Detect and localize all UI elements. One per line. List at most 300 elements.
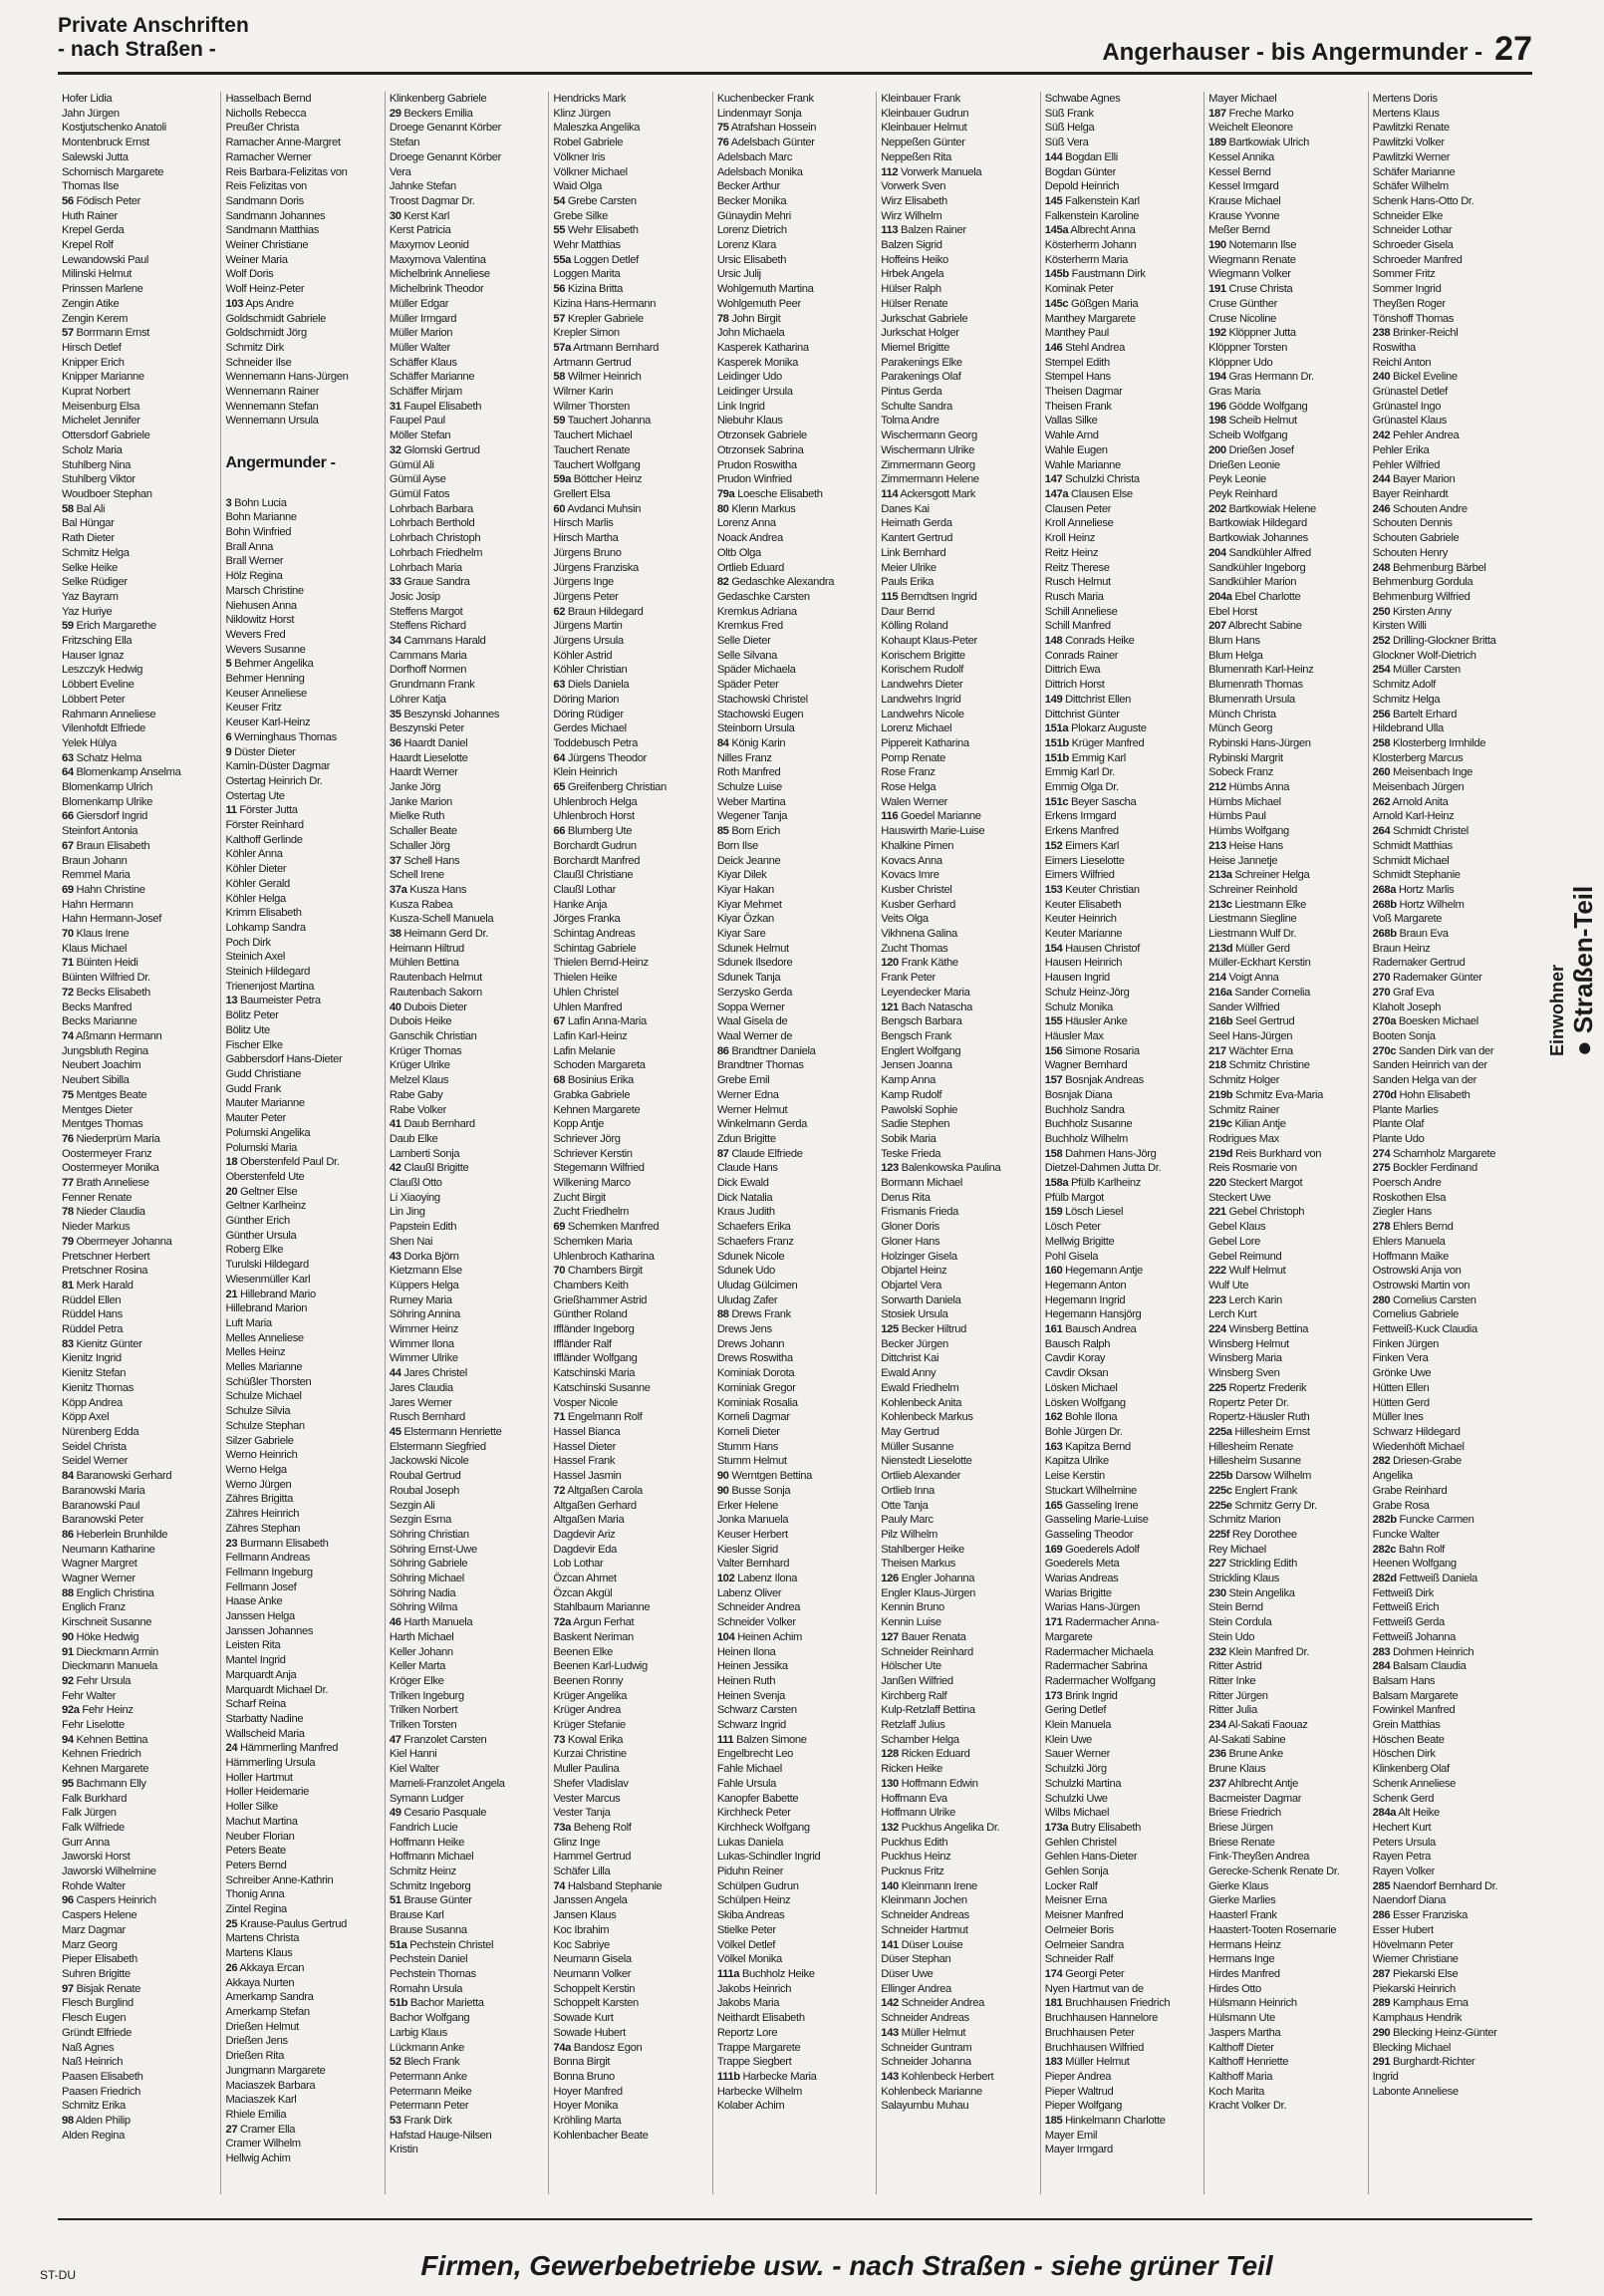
directory-entry: 225 Ropertz Frederik [1208, 1381, 1307, 1394]
directory-entry: Trappe Margarete [716, 2041, 801, 2054]
directory-entry: Puckhus Edith [881, 1836, 948, 1849]
directory-entry: Altgaßen Maria [553, 1514, 625, 1527]
directory-entry: Rybinski Margrit [1208, 751, 1283, 764]
directory-entry: Fellmann Josef [225, 1580, 297, 1593]
house-number: 173 [1044, 1689, 1063, 1702]
house-number: 264 [1372, 825, 1391, 838]
house-number: 66 [62, 810, 74, 823]
directory-entry: Gering Detlef [1044, 1704, 1107, 1717]
directory-entry: 126 Engler Johanna [881, 1573, 975, 1585]
directory-entry: Heimann Hiltrud [389, 942, 464, 955]
directory-entry: Soppa Werner [716, 1001, 785, 1013]
house-number: 67 [62, 839, 74, 852]
house-number: 86 [716, 1044, 729, 1057]
directory-entry: Mameli-Franzolet Angela [389, 1777, 505, 1790]
directory-entry: 128 Ricken Eduard [881, 1748, 970, 1761]
directory-entry: Leszczyk Hedwig [62, 664, 143, 677]
house-number: 83 [62, 1337, 74, 1350]
directory-entry: Oelmeier Boris [1044, 1923, 1114, 1936]
directory-entry: Neumann Volker [553, 1968, 632, 1980]
directory-entry: Heinen Ruth [716, 1674, 776, 1687]
directory-entry: Neumann Gisela [553, 1953, 632, 1966]
directory-entry: Rumey Maria [389, 1293, 452, 1306]
directory-entry: 13 Baumeister Petra [225, 995, 321, 1007]
directory-entry: Schneider Johanna [881, 2056, 971, 2069]
directory-entry: 96 Caspers Heinrich [62, 1894, 156, 1907]
directory-entry: Hoffmann Heike [389, 1836, 465, 1849]
directory-entry: Strickling Klaus [1208, 1573, 1280, 1585]
house-number: 36 [389, 736, 401, 749]
directory-entry: Lückmann Anke [389, 2041, 464, 2054]
directory-entry: Mentges Dieter [62, 1103, 133, 1116]
directory-entry: 132 Puckhus Angelika Dr. [881, 1821, 1000, 1834]
house-number: 254 [1372, 664, 1391, 677]
house-number: 47 [389, 1733, 401, 1746]
directory-entry: 37a Kusza Hans [389, 883, 467, 896]
directory-entry: Kessel Annika [1208, 150, 1274, 163]
directory-entry: Glockner Wolf-Dietrich [1372, 649, 1476, 662]
directory-entry: Köpp Axel [62, 1411, 110, 1424]
house-number: 125 [881, 1323, 899, 1336]
directory-entry: Schwarz Ingrid [716, 1719, 786, 1732]
directory-entry: 270c Sanden Dirk van der [1372, 1044, 1494, 1057]
directory-entry: Selle Dieter [716, 635, 771, 648]
directory-entry: Klöppner Udo [1208, 356, 1273, 369]
directory-entry: Dittrich Horst [1044, 679, 1105, 692]
directory-entry: Sobeck Franz [1208, 766, 1273, 779]
directory-entry: Grebe Silke [553, 209, 608, 222]
house-number: 157 [1044, 1074, 1063, 1087]
directory-entry: Yaz Huriye [62, 605, 113, 618]
directory-entry: Schemken Maria [553, 1235, 633, 1248]
directory-entry: 64 Jürgens Theodor [553, 751, 647, 764]
house-number: 160 [1044, 1265, 1063, 1278]
directory-entry: Schaefers Erika [716, 1221, 791, 1234]
directory-entry: 223 Lerch Karin [1208, 1293, 1282, 1306]
directory-entry: Gloner Hans [881, 1235, 940, 1248]
directory-entry: Hahn Hermann [62, 898, 134, 911]
directory-entry: Mertens Doris [1372, 93, 1438, 105]
directory-entry [225, 429, 380, 443]
directory-entry: Dick Ewald [716, 1177, 769, 1190]
directory-entry: Holler Silke [225, 1801, 278, 1814]
directory-entry: Winkelmann Gerda [716, 1118, 807, 1131]
house-number: 225 [1208, 1381, 1226, 1394]
directory-entry: 225a Hillesheim Ernst [1208, 1425, 1310, 1438]
directory-entry: Jansen Klaus [553, 1909, 617, 1922]
directory-entry: 23 Burmann Elisabeth [225, 1537, 329, 1550]
directory-entry: Eimers Wilfried [1044, 869, 1115, 882]
house-number: 270a [1372, 1015, 1397, 1028]
directory-entry: Hassel Dieter [553, 1440, 616, 1453]
directory-entry: Michelet Jennifer [62, 415, 140, 428]
house-number: 183 [1044, 2056, 1063, 2069]
directory-entry: Cruse Nicoline [1208, 312, 1277, 325]
directory-entry: Kienitz Thomas [62, 1381, 134, 1394]
directory-entry: Hahn Hermann-Josef [62, 913, 162, 926]
directory-entry: Sobik Maria [881, 1132, 936, 1145]
directory-entry: 156 Simone Rosaria [1044, 1044, 1140, 1057]
directory-entry: Ostrowski Anja von [1372, 1265, 1462, 1278]
directory-entry: 73a Beheng Rolf [553, 1821, 632, 1834]
directory-entry: Peters Ursula [1372, 1836, 1436, 1849]
directory-entry: Özcan Akgül [553, 1586, 613, 1599]
directory-entry: Schulte Sandra [881, 400, 952, 413]
directory-entry: Amerkamp Sandra [225, 1991, 314, 2004]
directory-entry: Roberg Elke [225, 1244, 284, 1257]
directory-entry: Fandrich Lucie [389, 1821, 458, 1834]
directory-entry: 92a Fehr Heinz [62, 1704, 134, 1717]
directory-entry: Düser Uwe [881, 1968, 934, 1980]
directory-entry: 98 Alden Philip [62, 2115, 131, 2128]
directory-entry: Kalthoff Maria [1208, 2070, 1273, 2083]
directory-entry: Völkner Michael [553, 165, 628, 178]
directory-entry: Hauswirth Marie-Luise [881, 825, 985, 838]
directory-entry: Schaller Beate [389, 825, 457, 838]
house-number: 102 [716, 1573, 735, 1585]
directory-entry: Zucht Thomas [881, 942, 948, 955]
directory-entry: Piekarski Heinrich [1372, 1982, 1456, 1995]
house-number: 278 [1372, 1221, 1391, 1234]
directory-entry: Rüddel Ellen [62, 1293, 122, 1306]
house-number: 149 [1044, 693, 1063, 706]
directory-entry: Kietzmann Else [389, 1265, 462, 1278]
directory-entry: Wiesenmüller Karl [225, 1273, 311, 1286]
directory-entry: Lerch Kurt [1208, 1308, 1257, 1321]
directory-entry: Akkaya Nurten [225, 1976, 295, 1989]
directory-entry: Arnold Karl-Heinz [1372, 810, 1455, 823]
house-number: 238 [1372, 327, 1391, 340]
directory-entry: Döring Marion [553, 693, 620, 706]
directory-entry: Meier Ulrike [881, 561, 936, 574]
directory-entry: Dorfhoff Normen [389, 664, 467, 677]
directory-entry: Petermann Meike [389, 2085, 472, 2098]
directory-entry: Klaus Michael [62, 942, 128, 955]
directory-entry: Liestmann Wulf Dr. [1208, 928, 1297, 941]
directory-entry: Klinkenberg Gabriele [389, 93, 487, 105]
directory-entry: Köhler Anna [225, 848, 283, 861]
directory-entry: 144 Bogdan Elli [1044, 150, 1118, 163]
directory-entry: Pauly Marc [881, 1514, 934, 1527]
house-number: 88 [716, 1308, 729, 1321]
directory-entry: Rahmann Anneliese [62, 708, 156, 720]
house-number: 155 [1044, 1015, 1063, 1028]
directory-entry: Teske Frieda [881, 1147, 941, 1160]
directory-entry: 149 Dittchrist Ellen [1044, 693, 1131, 706]
directory-entry: Theisen Markus [881, 1558, 955, 1571]
house-number: 268b [1372, 898, 1397, 911]
directory-entry: Drießen Rita [225, 2050, 285, 2063]
directory-entry: Link Ingrid [716, 400, 765, 413]
directory-entry: Wischermann Ulrike [881, 443, 975, 456]
house-number: 64 [62, 766, 74, 779]
directory-entry: 236 Brune Anke [1208, 1748, 1283, 1761]
directory-entry: Booten Sonja [1372, 1030, 1436, 1042]
directory-entry: 171 Radermacher Anna- [1044, 1616, 1160, 1629]
directory-entry: Krepel Rolf [62, 239, 114, 252]
directory-entry: Schoppelt Karsten [553, 1997, 639, 2010]
directory-entry: Schäfer Marianne [1372, 165, 1456, 178]
directory-entry: Pfülb Margot [1044, 1191, 1104, 1204]
directory-entry: 11 Förster Jutta [225, 804, 298, 817]
directory-entry: Ziegler Hans [1372, 1206, 1432, 1219]
directory-entry: Kösterherm Maria [1044, 253, 1129, 266]
directory-entry: Mellwig Brigitte [1044, 1235, 1115, 1248]
directory-entry: 274 Scharnholz Margarete [1372, 1147, 1496, 1160]
directory-entry: Paasen Elisabeth [62, 2070, 143, 2083]
directory-entry: Pieper Waltrud [1044, 2085, 1114, 2098]
directory-entry: Köhler Christian [553, 664, 628, 677]
directory-entry: Reis Barbara-Felizitas von [225, 165, 348, 178]
directory-entry: Dick Natalia [716, 1191, 773, 1204]
directory-entry: 86 Brandtner Daniela [716, 1044, 816, 1057]
directory-entry: Parakenings Elke [881, 356, 962, 369]
directory-entry: Schreiner Reinhold [1208, 883, 1298, 896]
directory-entry: Weber Martina [716, 795, 786, 808]
directory-entry: Schmidt Matthias [1372, 839, 1453, 852]
house-number: 181 [1044, 1997, 1063, 2010]
directory-entry: Grießhammer Astrid [553, 1293, 648, 1306]
directory-entry: Keuter Heinrich [1044, 913, 1117, 926]
directory-entry: Artmann Gertrud [553, 356, 632, 369]
directory-entry: Hülser Renate [881, 297, 948, 310]
directory-entry: Kohlenbeck Anita [881, 1396, 962, 1409]
directory-entry: Sandmann Matthias [225, 224, 320, 237]
directory-entry: Ramacher Anne-Margret [225, 137, 341, 149]
directory-entry: Brall Anna [225, 540, 273, 553]
directory-entry: Behmenburg Wilfried [1372, 590, 1470, 603]
house-number: 80 [716, 502, 729, 515]
directory-entry: Gümül Fatos [389, 487, 450, 500]
directory-entry: Düser Stephan [881, 1953, 951, 1966]
directory-entry: 213a Schreiner Helga [1208, 869, 1310, 882]
directory-entry: Lohrbach Barbara [389, 502, 473, 515]
house-number: 75 [62, 1088, 74, 1101]
directory-entry: Krüger Thomas [389, 1044, 462, 1057]
directory-entry: 130 Hoffmann Edwin [881, 1777, 978, 1790]
house-number: 192 [1208, 327, 1226, 340]
directory-entry: 72a Argun Ferhat [553, 1616, 635, 1629]
directory-entry: 214 Voigt Anna [1208, 972, 1279, 985]
house-number: 225f [1208, 1528, 1230, 1541]
directory-entry: Seidel Werner [62, 1455, 129, 1468]
directory-entry: 90 Höke Hedwig [62, 1630, 139, 1643]
directory-entry: Suhren Brigitte [62, 1968, 131, 1980]
directory-entry: Kiel Hanni [389, 1748, 437, 1761]
house-number: 223 [1208, 1293, 1226, 1306]
directory-entry: Selke Rüdiger [62, 576, 128, 589]
directory-entry: Kalthoff Henriette [1208, 2056, 1289, 2069]
directory-entry: Buchholz Sandra [1044, 1103, 1125, 1116]
directory-entry: Jürgens Martin [553, 620, 623, 633]
directory-entry: 268a Hortz Marlis [1372, 883, 1455, 896]
directory-entry: Rusch Maria [1044, 590, 1104, 603]
directory-entry: Schmitz Helga [62, 546, 130, 559]
directory-entry: Wulf Ute [1208, 1279, 1249, 1292]
directory-entry: Vallas Silke [1044, 415, 1098, 428]
directory-entry: Ricken Heike [881, 1763, 942, 1776]
directory-entry: Späder Michaela [716, 664, 796, 677]
directory-entry: Wohlgemuth Martina [716, 283, 814, 296]
directory-entry: Gerdes Michael [553, 722, 627, 735]
directory-entry: 85 Born Erich [716, 825, 781, 838]
house-number: 283 [1372, 1645, 1391, 1658]
directory-entry: Niebuhr Klaus [716, 415, 783, 428]
directory-entry: 222 Wulf Helmut [1208, 1265, 1286, 1278]
directory-entry: Sandmann Johannes [225, 209, 326, 222]
directory-entry: 262 Arnold Anita [1372, 795, 1449, 808]
house-number: 13 [225, 995, 238, 1007]
directory-entry: Kessel Irmgard [1208, 180, 1279, 193]
directory-entry: Waal Werner de [716, 1030, 793, 1042]
directory-entry: 145c Gößgen Maria [1044, 297, 1139, 310]
directory-entry: Marquardt Anja [225, 1668, 297, 1681]
side-tab-line2: ● Straßen-Teil [1568, 885, 1598, 1056]
directory-entry: Josic Josip [389, 590, 440, 603]
directory-entry: Iffländer Ralf [553, 1337, 612, 1350]
directory-entry: Hülsmann Heinrich [1208, 1997, 1297, 2010]
directory-entry: Schoppelt Kerstin [553, 1982, 636, 1995]
directory-entry: Li Xiaoying [389, 1191, 440, 1204]
directory-entry: Schintag Andreas [553, 928, 636, 941]
directory-entry: Zucht Friedhelm [553, 1206, 629, 1219]
directory-entry: Uhlen Manfred [553, 1001, 623, 1013]
directory-entry: Baskent Neriman [553, 1630, 634, 1643]
directory-entry: 32 Glomski Gertrud [389, 443, 480, 456]
directory-entry: 237 Ahlbrecht Antje [1208, 1777, 1298, 1790]
directory-entry: Bohn Winfried [225, 525, 292, 538]
directory-entry: Prudon Roswitha [716, 458, 797, 471]
house-number: 37 [389, 854, 401, 867]
directory-entry: Wennemann Hans-Jürgen [225, 371, 349, 384]
directory-entry: Hülser Ralph [881, 283, 941, 296]
directory-entry: 283 Dohmen Heinrich [1372, 1645, 1474, 1658]
directory-entry: 74 Aßmann Hermann [62, 1030, 162, 1042]
directory-entry: Wiegmann Renate [1208, 253, 1296, 266]
directory-entry: Lorenz Michael [881, 722, 952, 735]
directory-entry: Kehnen Friedrich [62, 1748, 141, 1761]
directory-entry: Trienenjost Martina [225, 980, 315, 993]
directory-entry: Blum Helga [1208, 649, 1263, 662]
directory-entry: Sadie Stephen [881, 1118, 950, 1131]
directory-entry: 116 Goedel Marianne [881, 810, 981, 823]
directory-entry: Bölitz Peter [225, 1009, 279, 1022]
directory-entry: Köhler Dieter [225, 863, 287, 876]
directory-entry: Lorenz Dietrich [716, 224, 787, 237]
directory-entry: Dieckmann Manuela [62, 1660, 158, 1673]
directory-entry: Stempel Hans [1044, 371, 1111, 384]
directory-entry: Vester Tanja [553, 1807, 611, 1820]
house-number: 169 [1044, 1543, 1063, 1556]
house-number: 49 [389, 1807, 401, 1820]
directory-entry: Kienitz Ingrid [62, 1352, 122, 1365]
directory-entry: Schäfer Wilhelm [1372, 180, 1449, 193]
directory-entry: 217 Wächter Erna [1208, 1044, 1293, 1057]
directory-entry: Tauchert Wolfgang [553, 458, 641, 471]
directory-entry: Buchholz Wilhelm [1044, 1132, 1129, 1145]
directory-entry: Woudboer Stephan [62, 487, 152, 500]
directory-entry: Wiegmann Volker [1208, 268, 1291, 281]
directory-entry: Günther Erich [225, 1215, 290, 1228]
house-number: 219b [1208, 1088, 1233, 1101]
house-number: 86 [62, 1528, 74, 1541]
house-number: 95 [62, 1777, 74, 1790]
house-number: 284a [1372, 1807, 1397, 1820]
directory-entry: 95 Bachmann Elly [62, 1777, 146, 1790]
directory-entry: Schneider Reinhard [881, 1645, 973, 1658]
directory-entry: 104 Heinen Achim [716, 1630, 803, 1643]
directory-entry: Kamin-Düster Dagmar [225, 760, 331, 773]
directory-entry: Wilkening Marco [553, 1177, 631, 1190]
directory-entry: Cavdir Oksan [1044, 1367, 1109, 1380]
directory-entry: Altgaßen Gerhard [553, 1499, 637, 1512]
house-number: 51a [389, 1938, 407, 1951]
directory-entry: 173a Butry Elisabeth [1044, 1821, 1141, 1834]
directory-entry: Plante Olaf [1372, 1118, 1425, 1131]
directory-entry: Naß Agnes [62, 2041, 115, 2054]
directory-entry: Kolaber Achim [716, 2100, 785, 2113]
directory-entry: 282c Bahn Rolf [1372, 1543, 1445, 1556]
directory-entry: Hausen Ingrid [1044, 972, 1110, 985]
directory-entry: 120 Frank Käthe [881, 957, 958, 970]
house-number: 90 [716, 1470, 729, 1483]
directory-entry: Stein Cordula [1208, 1616, 1272, 1629]
directory-entry: Blomenkamp Ulrich [62, 781, 153, 794]
directory-entry: Zimmermann Helene [881, 473, 979, 486]
directory-entry: Maciaszek Karl [225, 2094, 297, 2107]
directory-entry: Oostermeyer Franz [62, 1147, 152, 1160]
directory-entry: Schouten Gabriele [1372, 532, 1460, 545]
house-number: 212 [1208, 781, 1226, 794]
directory-entry: Liestmann Siegline [1208, 913, 1297, 926]
house-number: 70 [62, 928, 74, 941]
directory-entry: Goederels Meta [1044, 1558, 1120, 1571]
directory-entry: Kremkus Adriana [716, 605, 797, 618]
directory-entry: Steinich Axel [225, 951, 285, 964]
house-number: 66 [553, 825, 566, 838]
directory-entry: Korischem Rudolf [881, 664, 963, 677]
directory-entry: Janssen Angela [553, 1894, 628, 1907]
directory-entry: Zimmermann Georg [881, 458, 975, 471]
house-number: 158a [1044, 1177, 1069, 1190]
house-number: 151c [1044, 795, 1069, 808]
directory-entry: Daur Bernd [881, 605, 935, 618]
house-number: 218 [1208, 1059, 1226, 1072]
directory-entry: Sdunek Nicole [716, 1250, 785, 1263]
house-number: 151b [1044, 751, 1069, 764]
directory-entry: Bal Hüngar [62, 517, 115, 530]
directory-entry: Pieper Wolfgang [1044, 2100, 1122, 2113]
directory-entry: 37 Schell Hans [389, 854, 460, 867]
directory-entry: Gehlen Hans-Dieter [1044, 1851, 1138, 1864]
directory-entry: 84 König Karin [716, 736, 786, 749]
directory-entry: Müller Irmgard [389, 312, 457, 325]
directory-entry: Kusza Rabea [389, 898, 453, 911]
directory-entry: 90 Werntgen Bettina [716, 1470, 812, 1483]
directory-entry: Prudon Winfried [716, 473, 792, 486]
house-number: 121 [881, 1001, 899, 1013]
directory-entry: Englich Franz [62, 1601, 126, 1614]
directory-entry: Schriever Kerstin [553, 1147, 633, 1160]
directory-entry: Link Bernhard [881, 546, 946, 559]
directory-entry: Thomas Ilse [62, 180, 120, 193]
directory-entry: Kiyar Hakan [716, 883, 774, 896]
directory-entry: Warias Andreas [1044, 1573, 1119, 1585]
directory-entry: Stahlberger Heike [881, 1543, 964, 1556]
directory-entry: May Gertrud [881, 1425, 939, 1438]
directory-entry: Keuser Herbert [716, 1528, 788, 1541]
house-number: 143 [881, 2070, 899, 2083]
